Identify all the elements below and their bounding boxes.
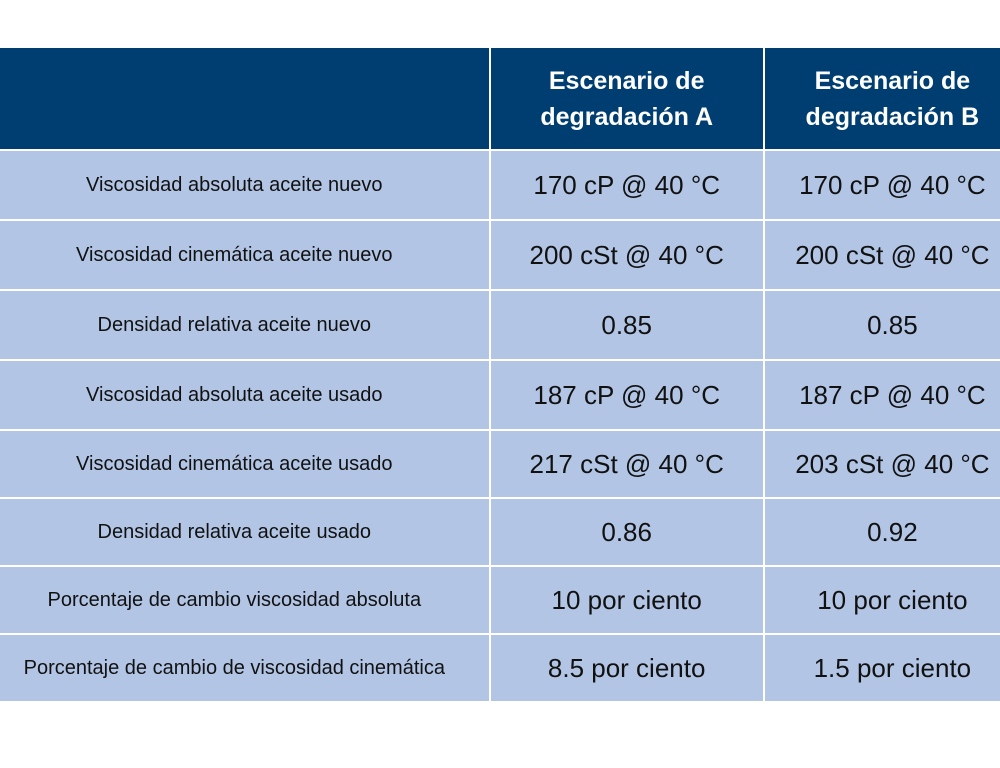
scenario-b-value: 187 cP @ 40 °C: [764, 360, 1000, 430]
degradation-scenarios-table: [0, 48, 1000, 701]
scenario-b-value: 170 cP @ 40 °C: [764, 150, 1000, 220]
table-row: [0, 150, 1000, 220]
degradation-table-container: [0, 48, 1000, 701]
table-row: [0, 220, 1000, 290]
header-scenario-b: [764, 48, 1000, 150]
row-label: Viscosidad absoluta aceite nuevo: [0, 150, 490, 220]
table-row: [0, 498, 1000, 566]
row-label: Porcentaje de cambio viscosidad absoluta: [0, 566, 490, 634]
header-scenario-a-line2: degradación A: [540, 102, 714, 131]
scenario-b-value: 1.5 por ciento: [764, 634, 1000, 701]
scenario-a-value: 0.85: [490, 290, 764, 360]
scenario-b-value: 0.92: [764, 498, 1000, 566]
row-label: Viscosidad absoluta aceite usado: [0, 360, 490, 430]
table-row: [0, 566, 1000, 634]
header-scenario-a-line1: Escenario de: [548, 66, 705, 95]
table-row: [0, 430, 1000, 498]
row-label: Densidad relativa aceite nuevo: [0, 290, 490, 360]
table-header-row: [0, 48, 1000, 150]
scenario-a-value: 200 cSt @ 40 °C: [490, 220, 764, 290]
table-row: [0, 290, 1000, 360]
row-label: Densidad relativa aceite usado: [0, 498, 490, 566]
row-label: Viscosidad cinemática aceite nuevo: [0, 220, 490, 290]
scenario-a-value: 170 cP @ 40 °C: [490, 150, 764, 220]
scenario-b-value: 203 cSt @ 40 °C: [764, 430, 1000, 498]
scenario-a-value: 10 por ciento: [490, 566, 764, 634]
scenario-b-value: 200 cSt @ 40 °C: [764, 220, 1000, 290]
scenario-a-value: 0.86: [490, 498, 764, 566]
table-row: [0, 634, 1000, 701]
scenario-a-value: 187 cP @ 40 °C: [490, 360, 764, 430]
scenario-b-value: 10 por ciento: [764, 566, 1000, 634]
scenario-a-value: 217 cSt @ 40 °C: [490, 430, 764, 498]
table-row: [0, 360, 1000, 430]
header-scenario-a: [490, 48, 764, 150]
scenario-b-value: 0.85: [764, 290, 1000, 360]
header-scenario-b-line2: degradación B: [805, 102, 980, 131]
header-scenario-b-line1: Escenario de: [814, 66, 971, 95]
row-label: Porcentaje de cambio de viscosidad cinemática: [0, 634, 490, 701]
header-empty-cell: [0, 48, 490, 150]
scenario-a-value: 8.5 por ciento: [490, 634, 764, 701]
row-label: Viscosidad cinemática aceite usado: [0, 430, 490, 498]
